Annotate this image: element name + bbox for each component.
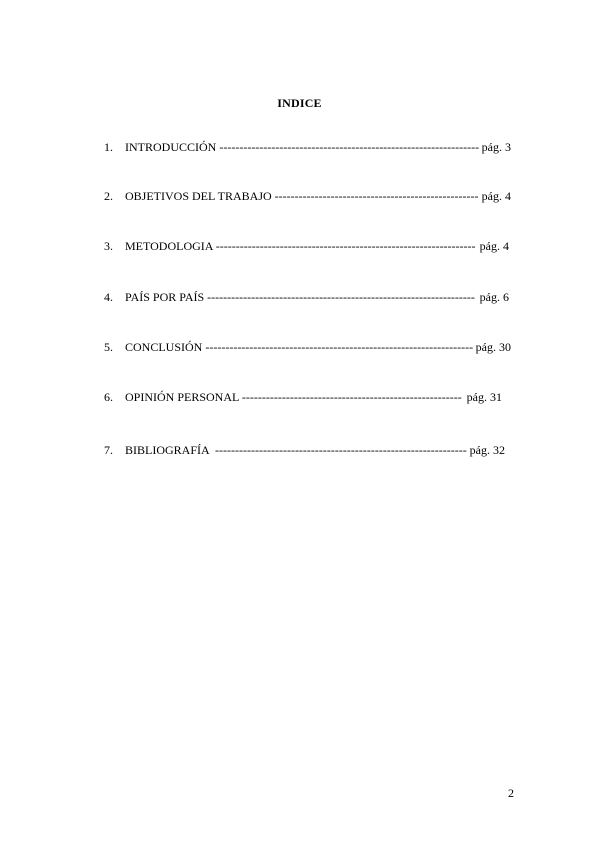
toc-entry-pais-por-pais — [104, 290, 509, 304]
toc-entry-label: CONCLUSIÓN — [125, 340, 203, 354]
page-number: 2 — [508, 786, 514, 800]
toc-entry-bibliografia — [104, 443, 505, 457]
toc-entry-page: pág. 31 — [466, 390, 502, 404]
toc-entry-leader: --------------------------------------------------- — [274, 189, 479, 203]
toc-entry-leader: ----------------------------------------------------------------- — [215, 239, 476, 253]
toc-entry-number: 5. — [104, 340, 113, 354]
toc-entry-conclusion — [104, 340, 511, 354]
toc-entry-leader: ------------------------------------------------------- — [241, 390, 462, 404]
toc-entry-label: INTRODUCCIÓN — [125, 140, 217, 154]
toc-entry-objetivos — [104, 189, 511, 203]
toc-entry-label: PAÍS POR PAÍS — [125, 290, 205, 304]
toc-entry-number: 2. — [104, 189, 113, 203]
toc-entry-metodologia — [104, 239, 509, 253]
toc-entry-number: 4. — [104, 290, 113, 304]
toc-entry-opinion-personal — [104, 390, 502, 404]
toc-entry-leader: ------------------------------------------------------------------- — [205, 340, 474, 354]
toc-entry-number: 1. — [104, 140, 113, 154]
toc-entry-leader: ------------------------------------------------------------------- — [207, 290, 475, 304]
toc-entry-number: 6. — [104, 390, 113, 404]
toc-entry-leader: --------------------------------------------------------------- — [215, 443, 467, 457]
page-title: INDICE — [277, 96, 322, 110]
toc-entry-page: pág. 6 — [479, 290, 509, 304]
toc-entry-page: pág. 4 — [481, 189, 511, 203]
toc-entry-label: OBJETIVOS DEL TRABAJO — [125, 189, 272, 203]
toc-entry-leader: ----------------------------------------------------------------- — [219, 140, 480, 154]
toc-entry-label: BIBLIOGRAFÍA — [125, 443, 213, 457]
toc-entry-page: pág. 4 — [479, 239, 509, 253]
toc-entry-label: OPINIÓN PERSONAL — [125, 390, 239, 404]
toc-entry-page: pág. 3 — [481, 140, 511, 154]
toc-entry-page: pág. 32 — [469, 443, 505, 457]
toc-entry-number: 7. — [104, 443, 113, 457]
toc-entry-page: pág. 30 — [475, 340, 511, 354]
toc-entry-number: 3. — [104, 239, 113, 253]
toc-entry-label: METODOLOGIA — [125, 239, 213, 253]
toc-entry-introduccion — [104, 140, 511, 154]
